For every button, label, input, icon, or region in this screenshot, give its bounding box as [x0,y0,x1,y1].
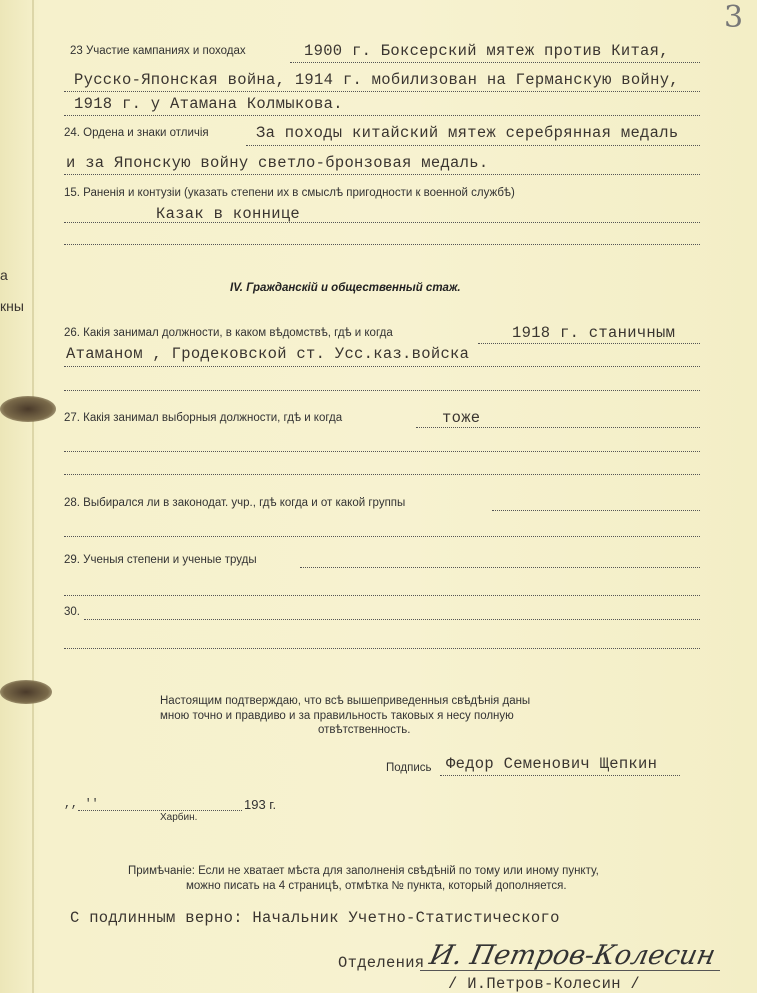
paper-damage-stain [0,396,56,422]
field-rule [78,810,242,811]
field-rule [64,91,700,92]
certification-line-1: С подлинным верно: Начальник Учетно-Статистического [70,909,560,927]
field-rule [290,62,700,63]
item-28-label: 28. Выбирался ли в законодат. учр., гдѣ когда и от какой группы [64,497,406,509]
field-rule [64,222,700,223]
field-rule [64,244,700,245]
date-city: Харбин. [160,812,198,823]
field-rule [64,648,700,649]
field-rule [64,366,700,367]
item-24-text-line1: За походы китайский мятеж серебрянная медаль [256,124,679,142]
item-30-label: 30. [64,606,80,618]
field-rule [84,619,700,620]
field-rule [64,115,700,116]
field-rule [64,390,700,391]
field-rule [64,474,700,475]
declaration-line-3: отвѣтственность. [318,724,411,736]
item-23-text-line2: Русско-Японская война, 1914 г. мобилизован на Германскую войну, [74,71,679,89]
field-rule [64,536,700,537]
field-rule [300,567,700,568]
declaration-line-2: мною точно и правдиво и за правильность таковых я несу полную [160,710,514,722]
field-rule [64,174,700,175]
item-26-text-line2: Атаманом , Гродековской ст. Усс.каз.войска [66,345,470,363]
signature-underline [420,970,720,971]
item-15-label: 15. Раненія и контузіи (указать степени их в смыслѣ пригодности к военной службѣ) [64,187,515,199]
item-23-label: 23 Участие кампаниях и походах [70,45,246,57]
edge-fragment-1: а [0,267,8,283]
page-number: 3 [724,0,744,35]
footnote-line-1: Примѣчаніе: Если не хватает мѣста для заполненія свѣдѣній по тому или иному пункту, [128,865,599,877]
declaration-line-1: Настоящим подтверждаю, что всѣ вышеприведенныя свѣдѣнія даны [160,695,531,707]
section-4-heading: IV. Гражданскій и общественный стаж. [230,282,461,294]
certification-name-line: / И.Петров-Колесин / [448,975,641,993]
date-year: 193 г. [244,797,277,812]
item-23-text-line3: 1918 г. у Атамана Колмыкова. [74,95,343,113]
field-rule [440,775,680,776]
item-29-label: 29. Ученыя степени и ученые труды [64,554,257,566]
field-rule [246,145,700,146]
item-15-text-line1: Казак в коннице [156,205,301,223]
item-26-label: 26. Какія занимал должности, в каком вѣдомствѣ, гдѣ и когда [64,327,393,339]
item-23-text-line1: 1900 г. Боксерский мятеж против Китая, [304,42,669,60]
date-quotes: ,, '' [64,798,99,811]
field-rule [416,427,700,428]
certification-dept-label: Отделения [338,954,425,972]
item-27-text-line1: тоже [442,409,481,427]
field-rule [64,451,700,452]
field-rule [64,595,700,596]
field-rule [492,510,700,511]
signature-label: Подпись [386,762,432,774]
item-26-text-line1: 1918 г. станичным [512,324,676,342]
item-24-text-line2: и за Японскую войну светло-бронзовая медаль. [66,154,489,172]
edge-fragment-2: кны [0,298,24,314]
signature-typed-name: Федор Семенович Щепкин [446,755,658,773]
footnote-line-2: можно писать на 4 страницѣ, отмѣтка № пункта, который дополняется. [186,880,567,892]
handwritten-signature: И. Петров-Колесин [426,940,719,971]
field-rule [478,343,700,344]
item-27-label: 27. Какія занимал выборныя должности, гдѣ и когда [64,412,343,424]
paper-damage-stain [0,680,52,704]
fold-line [32,0,34,993]
item-24-label: 24. Ордена и знаки отличія [64,127,209,139]
